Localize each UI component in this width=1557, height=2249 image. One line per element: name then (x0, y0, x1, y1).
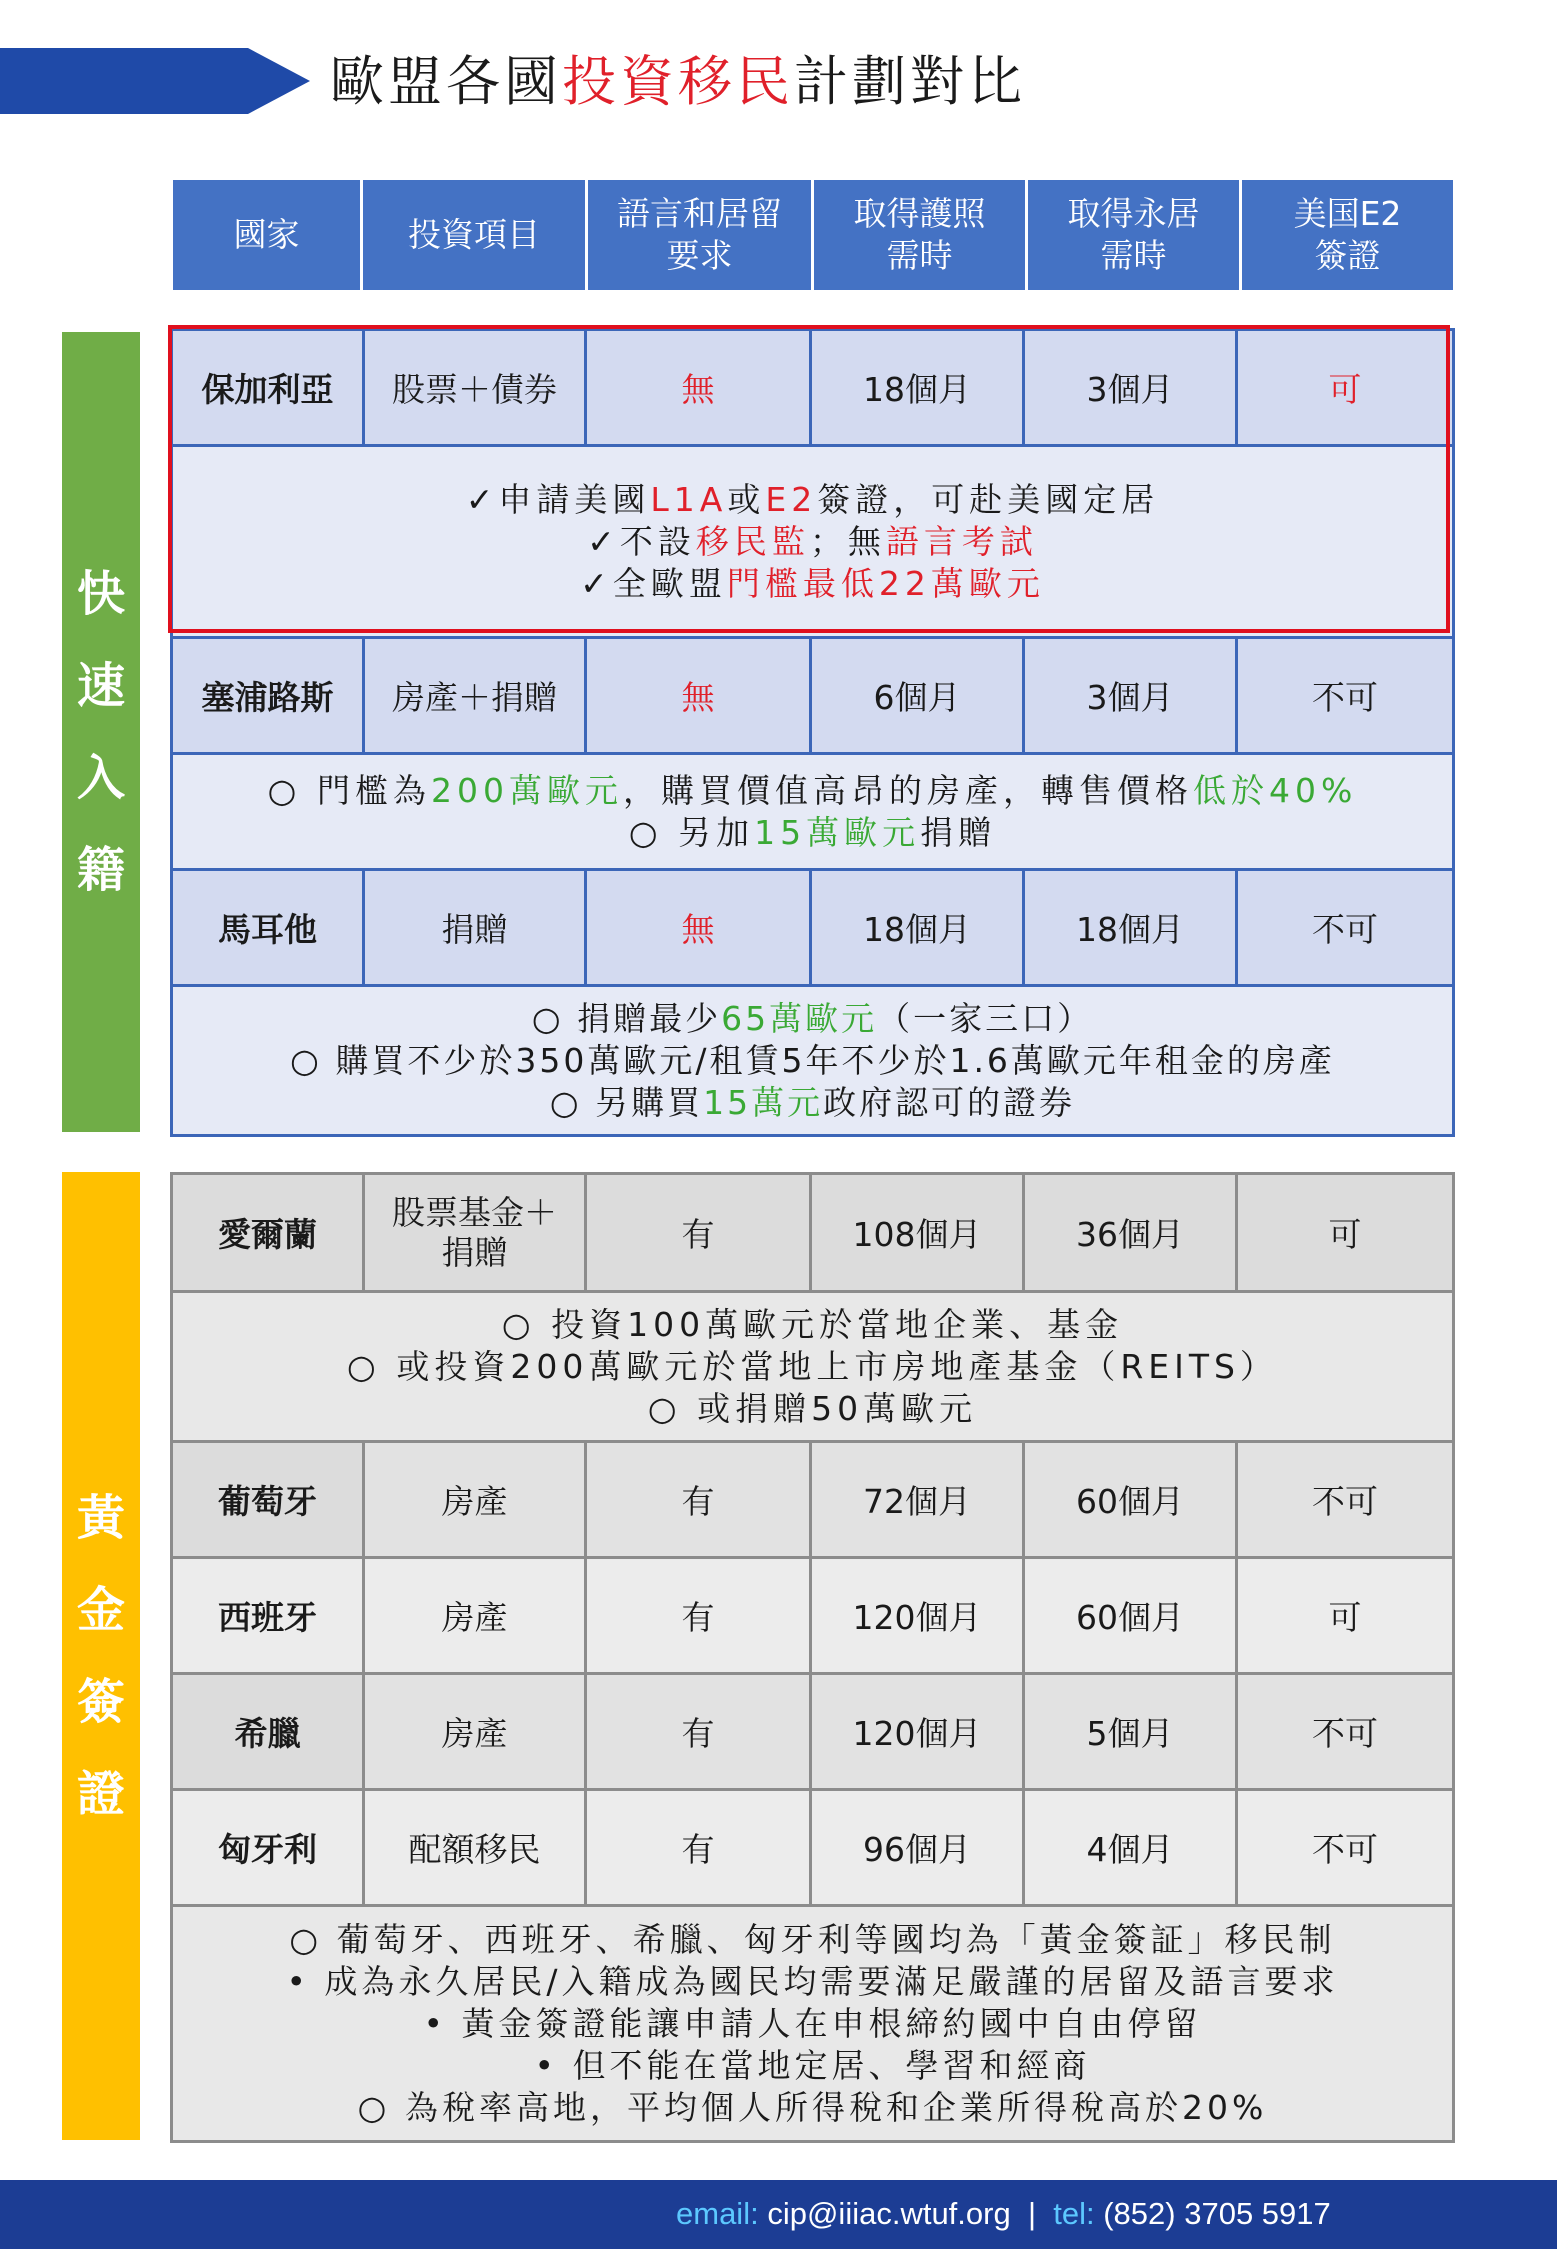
residency-cell: 4個月 (1024, 1790, 1237, 1906)
table-row (172, 1674, 1454, 1790)
e2-cell: 可 (1237, 1174, 1454, 1292)
table-row (172, 638, 1454, 754)
country-bulgaria: 保加利亞 (172, 330, 364, 446)
country-greece: 希臘 (172, 1674, 364, 1790)
title-arrow-icon (0, 48, 310, 114)
country-cyprus: 塞浦路斯 (172, 638, 364, 754)
note-cyprus: ○ 門檻為200萬歐元，購買價值高昂的房產，轉售價格低於40% ○ 另加15萬歐元捐贈 (172, 754, 1454, 870)
header-passport: 取得護照 需時 (814, 180, 1025, 290)
language-cell: 有 (586, 1558, 811, 1674)
language-cell: 有 (586, 1442, 811, 1558)
section-label-golden: 黃 金 簽 證 (62, 1172, 140, 2140)
country-hungary: 匈牙利 (172, 1790, 364, 1906)
language-cell: 無 (586, 870, 811, 986)
title-part-3: 計劃對比 (794, 50, 1026, 113)
residency-cell: 3個月 (1024, 638, 1237, 754)
passport-cell: 18個月 (811, 330, 1024, 446)
note-golden-visa: ○ 葡萄牙、西班牙、希臘、匈牙利等國均為「黃金簽証」移民制 • 成為永久居民/入籍成為國民均需要滿足嚴謹的居留及語言要求 • 黃金簽證能讓申請人在申根締約國中自由停留 • 但不能在當地定居、學習和經商 ○ 為稅率高地，平均個人所得稅和企業所得稅高於20% (172, 1906, 1454, 2142)
note-row (172, 1906, 1454, 2142)
passport-cell: 18個月 (811, 870, 1024, 986)
residency-cell: 5個月 (1024, 1674, 1237, 1790)
investment-cell: 房產 (364, 1674, 586, 1790)
header-language: 語言和居留 要求 (588, 180, 811, 290)
note-row (172, 1292, 1454, 1442)
golden-visa-table (170, 1172, 1455, 2143)
e2-cell: 不可 (1237, 1674, 1454, 1790)
language-cell: 無 (586, 330, 811, 446)
header-country: 國家 (173, 180, 360, 290)
language-cell: 有 (586, 1174, 811, 1292)
investment-cell: 配額移民 (364, 1790, 586, 1906)
page-title (330, 46, 1026, 118)
passport-cell: 120個月 (811, 1674, 1024, 1790)
e2-cell: 可 (1237, 330, 1454, 446)
investment-cell: 捐贈 (364, 870, 586, 986)
header-e2: 美国E2 簽證 (1242, 180, 1453, 290)
note-row (172, 754, 1454, 870)
footer-bar (0, 2180, 1557, 2249)
passport-cell: 96個月 (811, 1790, 1024, 1906)
table-row (172, 870, 1454, 986)
table-row (172, 1442, 1454, 1558)
e2-cell: 不可 (1237, 1442, 1454, 1558)
country-malta: 馬耳他 (172, 870, 364, 986)
residency-cell: 18個月 (1024, 870, 1237, 986)
email-link[interactable]: cip@iiiac.wtuf.org (767, 2196, 1011, 2231)
fast-track-table (170, 328, 1455, 1137)
table-row (172, 1558, 1454, 1674)
investment-cell: 房產＋捐贈 (364, 638, 586, 754)
passport-cell: 6個月 (811, 638, 1024, 754)
e2-cell: 可 (1237, 1558, 1454, 1674)
footer-contact (676, 2196, 1331, 2232)
residency-cell: 60個月 (1024, 1558, 1237, 1674)
header-residency: 取得永居 需時 (1028, 180, 1239, 290)
investment-cell: 房產 (364, 1558, 586, 1674)
residency-cell: 3個月 (1024, 330, 1237, 446)
table-row (172, 1174, 1454, 1292)
note-malta: ○ 捐贈最少65萬歐元（一家三口） ○ 購買不少於350萬歐元/租賃5年不少於1.6萬歐元年租金的房產 ○ 另購買15萬元政府認可的證券 (172, 986, 1454, 1136)
footer-separator: | (1027, 2196, 1037, 2231)
investment-cell: 股票基金＋ 捐贈 (364, 1174, 586, 1292)
title-part-highlight: 投資移民 (562, 50, 794, 113)
title-part-1: 歐盟各國 (330, 50, 562, 113)
country-ireland: 愛爾蘭 (172, 1174, 364, 1292)
email-label: email: (676, 2196, 759, 2231)
investment-cell: 股票＋債券 (364, 330, 586, 446)
tel-label: tel: (1053, 2196, 1095, 2231)
passport-cell: 120個月 (811, 1558, 1024, 1674)
section-label-fast: 快 速 入 籍 (62, 332, 140, 1132)
tel-link[interactable]: (852) 3705 5917 (1103, 2196, 1331, 2231)
e2-cell: 不可 (1237, 1790, 1454, 1906)
header-investment: 投資項目 (363, 180, 585, 290)
residency-cell: 36個月 (1024, 1174, 1237, 1292)
investment-cell: 房產 (364, 1442, 586, 1558)
country-portugal: 葡萄牙 (172, 1442, 364, 1558)
note-bulgaria: ✓申請美國L1A或E2簽證，可赴美國定居 ✓不設移民監；無語言考試 ✓全歐盟門檻最低22萬歐元 (172, 446, 1454, 638)
e2-cell: 不可 (1237, 638, 1454, 754)
language-cell: 有 (586, 1674, 811, 1790)
note-row (172, 986, 1454, 1136)
table-header (170, 180, 1456, 290)
e2-cell: 不可 (1237, 870, 1454, 986)
passport-cell: 108個月 (811, 1174, 1024, 1292)
residency-cell: 60個月 (1024, 1442, 1237, 1558)
country-spain: 西班牙 (172, 1558, 364, 1674)
note-row (172, 446, 1454, 638)
language-cell: 無 (586, 638, 811, 754)
table-row (172, 1790, 1454, 1906)
table-row (172, 330, 1454, 446)
language-cell: 有 (586, 1790, 811, 1906)
note-ireland: ○ 投資100萬歐元於當地企業、基金 ○ 或投資200萬歐元於當地上市房地產基金（REITS） ○ 或捐贈50萬歐元 (172, 1292, 1454, 1442)
passport-cell: 72個月 (811, 1442, 1024, 1558)
